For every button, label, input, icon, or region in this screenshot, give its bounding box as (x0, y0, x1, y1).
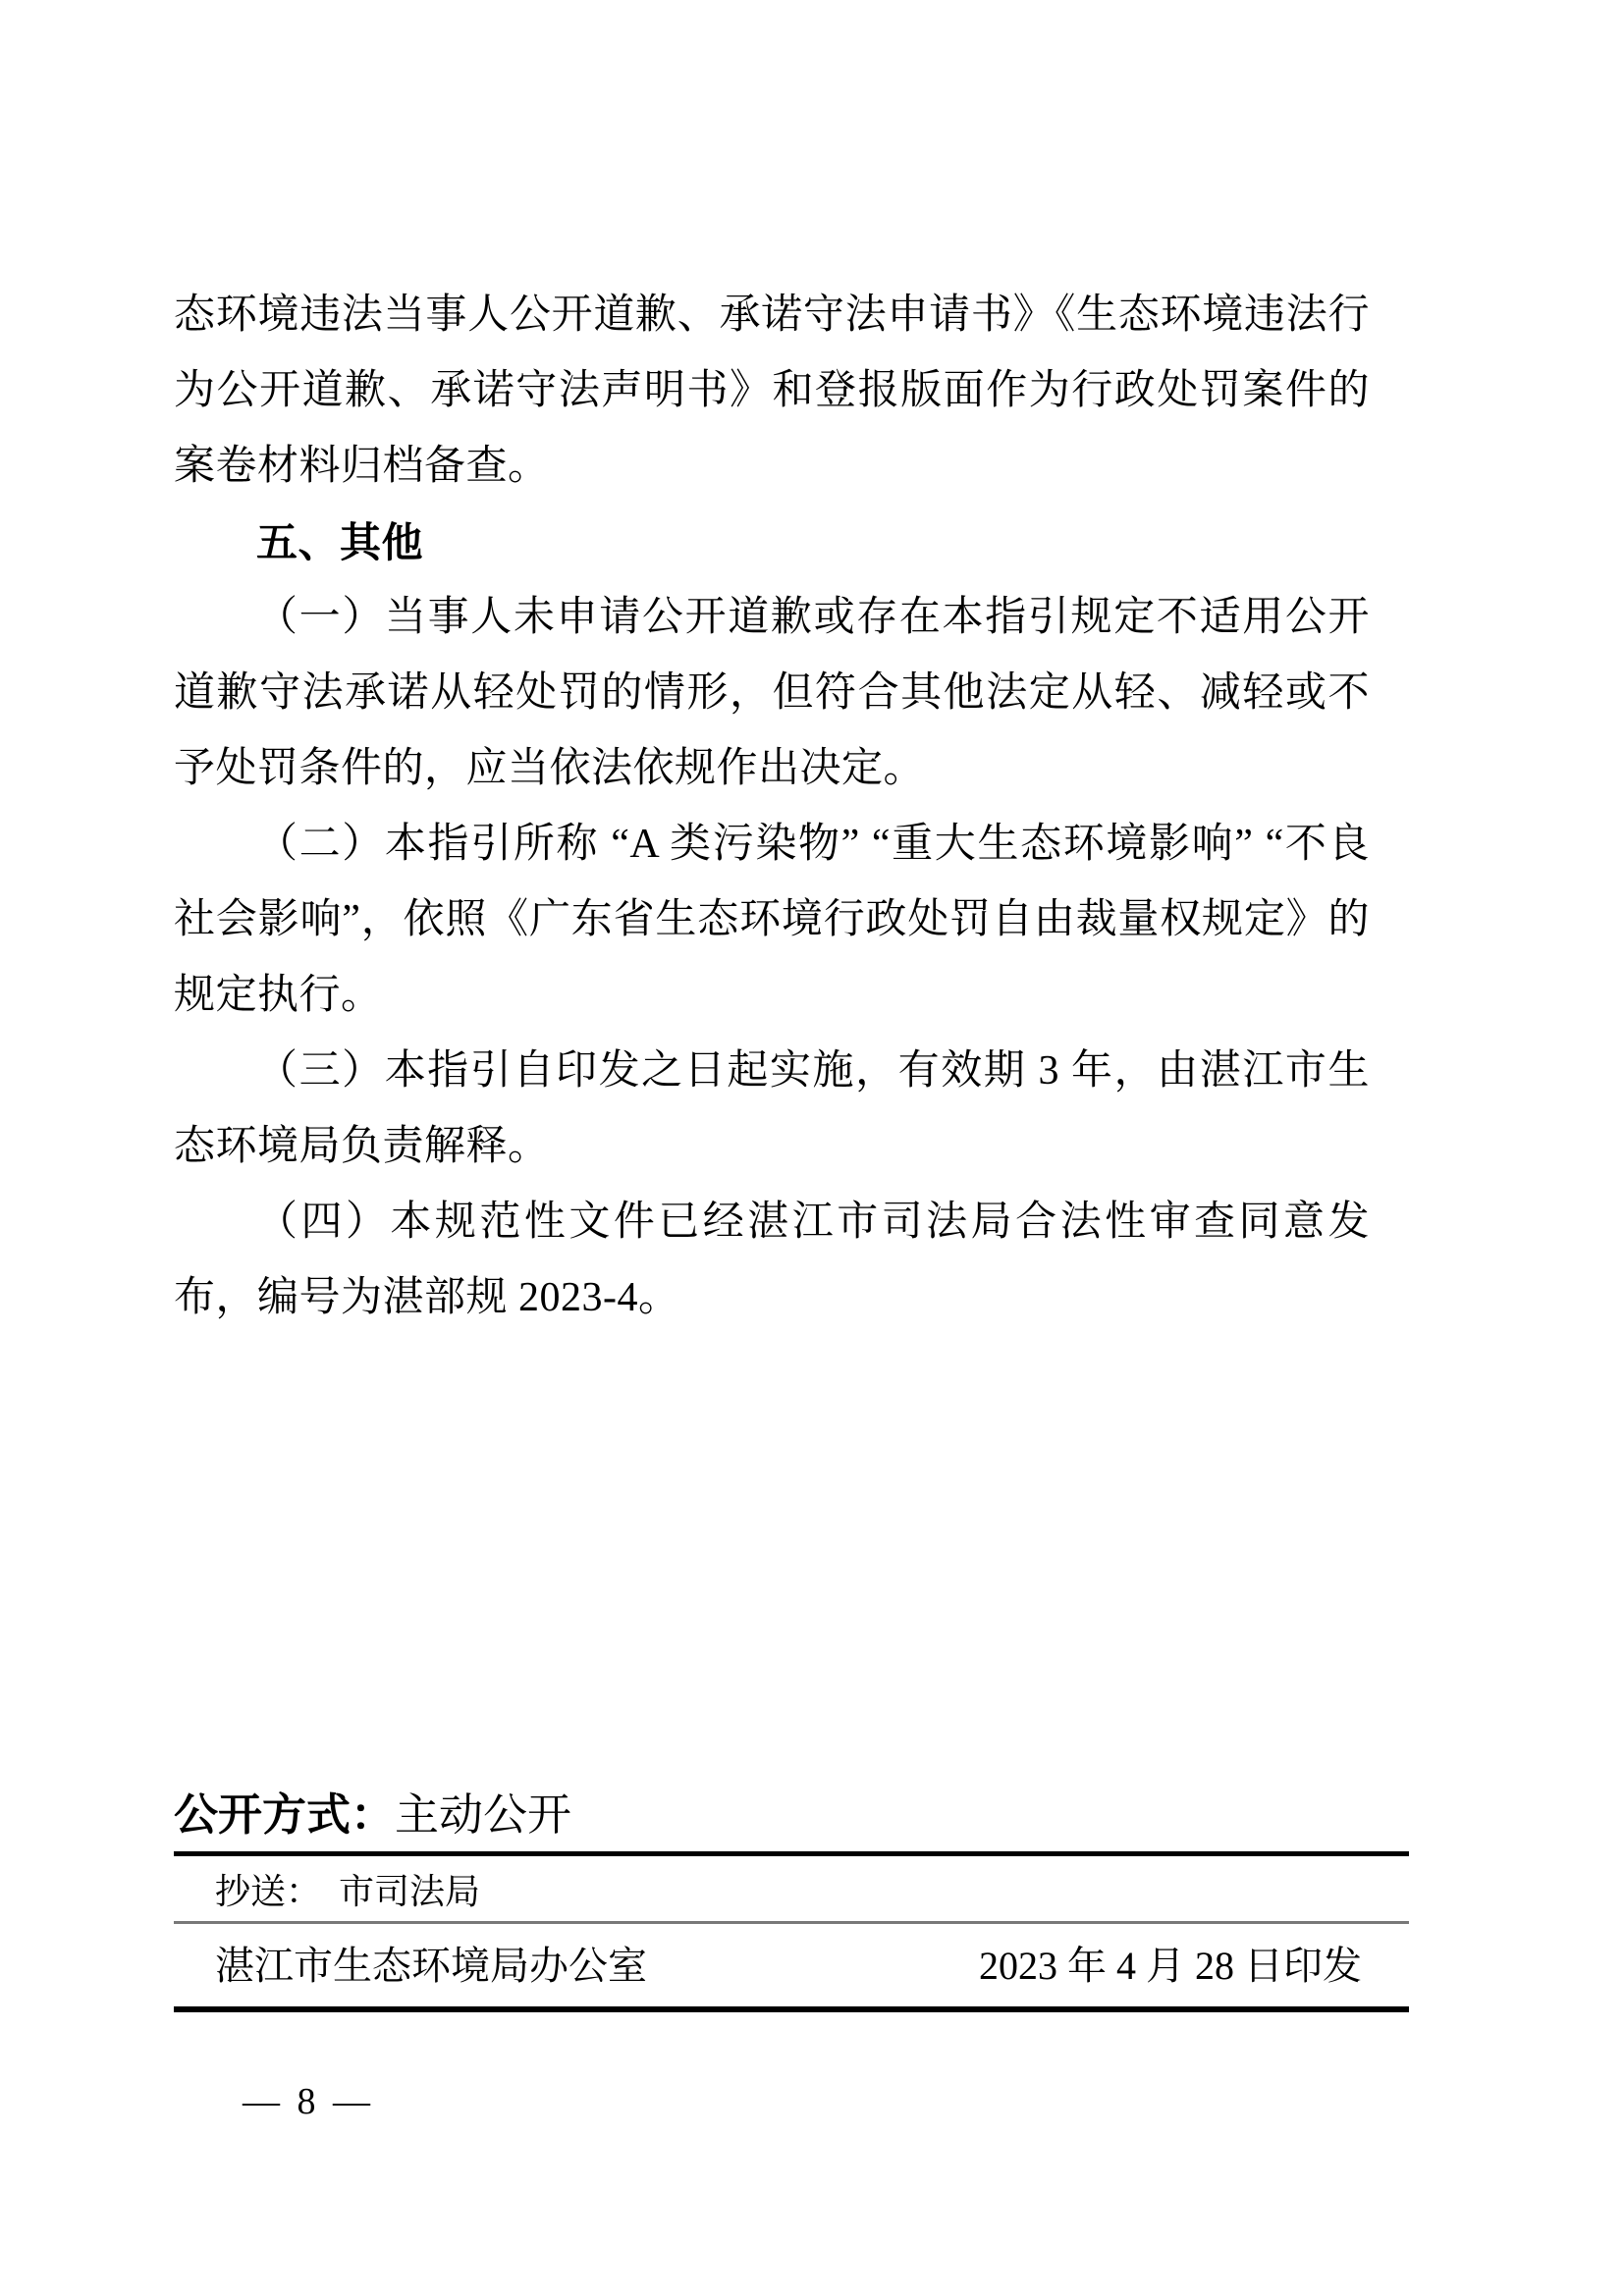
issue-row (174, 1924, 1409, 2006)
paragraph-item-4: （四）本规范性文件已经湛江市司法局合法性审查同意发布，编号为湛部规 2023-4。 (174, 1200, 1370, 1320)
page-number: — 8 — (243, 2081, 374, 2122)
paragraph-item-1: （一）当事人未申请公开道歉或存在本指引规定不适用公开道歉守法承诺从轻处罚的情形，但符合其他法定从轻、减轻或不予处罚条件的，应当依法依规作出决定。 (174, 595, 1370, 791)
issuing-office: 湛江市生态环境局办公室 (215, 1944, 647, 1988)
cc-value: 市司法局 (339, 1872, 481, 1911)
section-heading: 五、其他 (256, 519, 424, 565)
publish-method-value: 主动公开 (395, 1790, 572, 1840)
document-footer (174, 1789, 1409, 2012)
cc-row (174, 1856, 1409, 1921)
footer-divider-bottom (174, 2006, 1409, 2012)
issue-date: 2023 年 4 月 28 日印发 (979, 1944, 1362, 1988)
cc-label: 抄送： (215, 1872, 322, 1911)
paragraph-continuation: 态环境违法当事人公开道歉、承诺守法申请书》《生态环境违法行为公开道歉、承诺守法声明书》和登报版面作为行政处罚案件的案卷材料归档备查。 (174, 293, 1370, 489)
paragraph-item-2: （二）本指引所称 “A 类污染物” “重大生态环境影响” “不良社会影响”，依照《广东省生态环境行政处罚自由裁量权规定》的规定执行。 (174, 822, 1370, 1018)
document-body (174, 278, 1370, 1336)
publish-method-row (174, 1789, 1409, 1851)
paragraph-item-3: （三）本指引自印发之日起实施，有效期 3 年，由湛江市生态环境局负责解释。 (174, 1048, 1370, 1169)
publish-method-label: 公开方式： (174, 1789, 396, 1840)
